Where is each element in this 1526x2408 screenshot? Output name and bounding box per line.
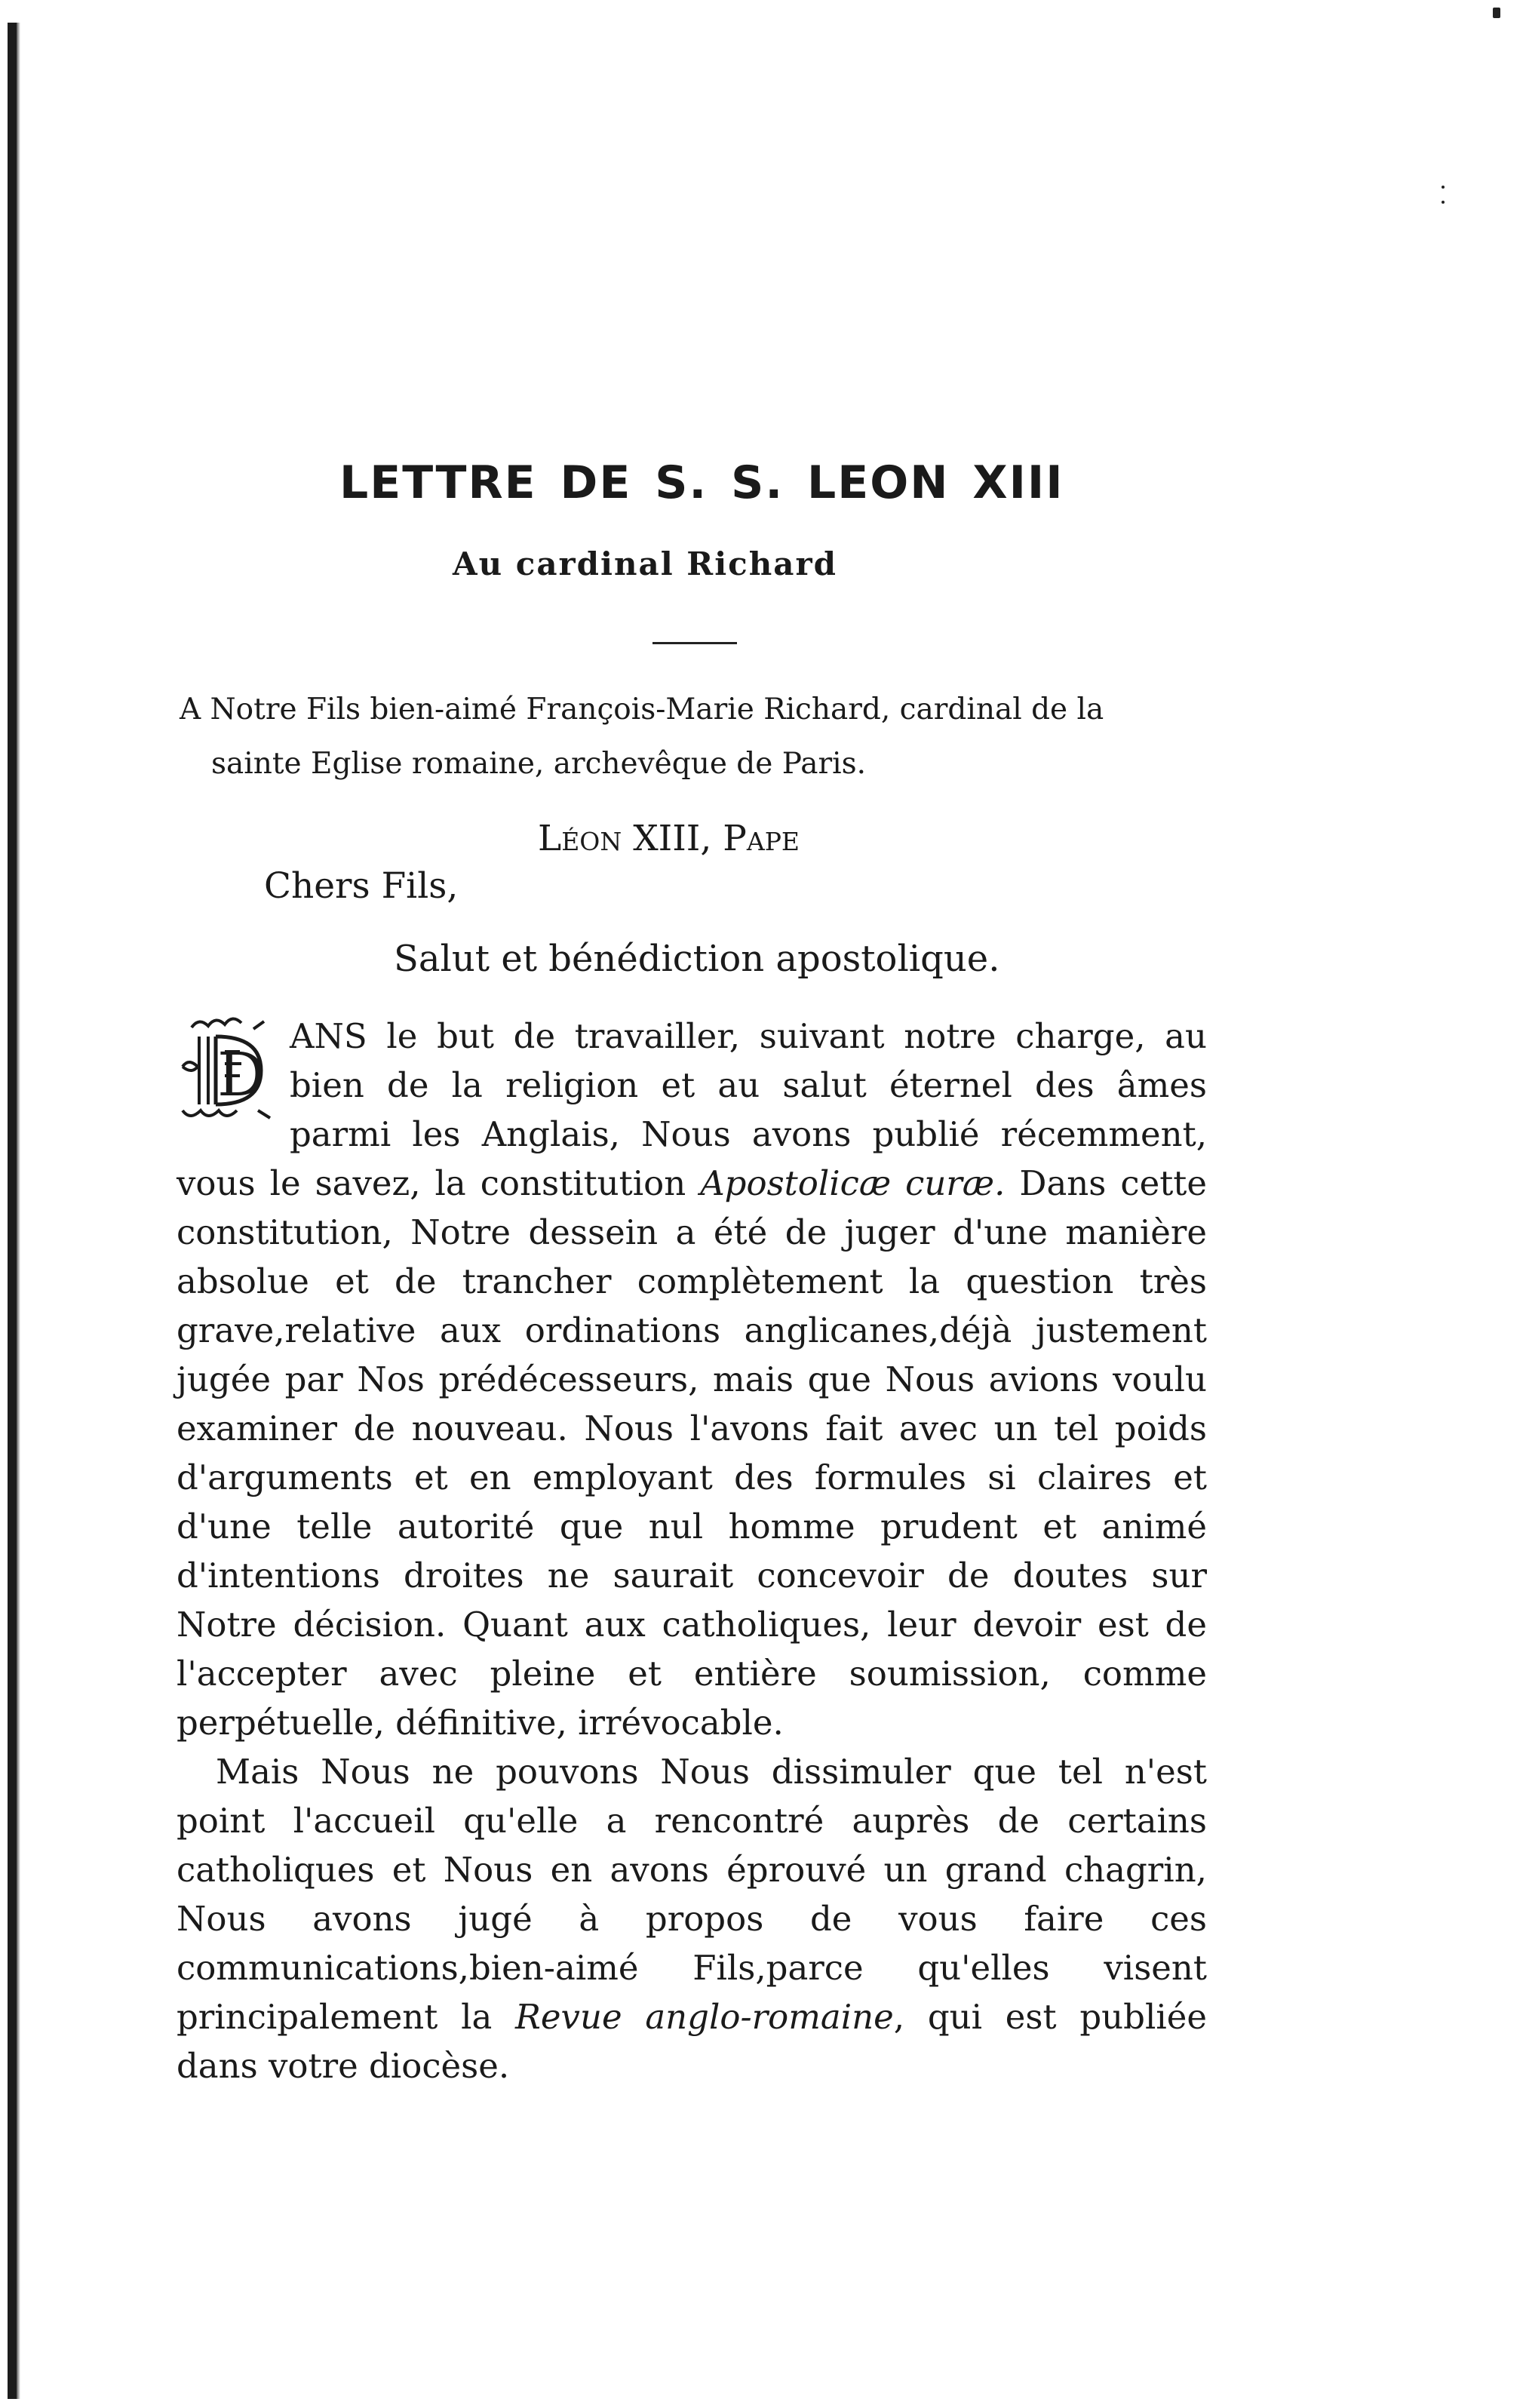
paragraph-1-opening: ANS le but de travailler, suivant notre charge, au bien de la religion et au salut éternel des âmes parmi les Anglais, Nous avons publié récemment, vous le savez, la constitution — [177, 1016, 1207, 1203]
letter-subtitle: Au cardinal Richard — [453, 545, 837, 582]
sender-title-initial: P — [723, 818, 747, 859]
scan-speck — [1442, 201, 1445, 204]
sender-numeral: XIII, — [633, 818, 712, 859]
paragraph-2-text: Mais Nous ne pouvons Nous dissimuler que tel n'est point l'accueil qu'elle a rencontré auprès de certains catholiques et Nous en avons éprouvé un grand chagrin, Nous avons jugé à propos de vous faire ces communications,bien-aimé Fils,parce qu'elles visent principalement la — [177, 1752, 1207, 2037]
page-binding-edge — [8, 23, 17, 2399]
salutation: Salut et bénédiction apostolique. — [394, 938, 1000, 980]
sender-name-rest: éon — [561, 818, 622, 859]
title-divider — [652, 642, 737, 644]
greeting: Chers Fils, — [264, 865, 459, 907]
address-line-2: sainte Eglise romaine, archevêque de Paris. — [211, 747, 867, 781]
paragraph-2-rest: , qui est publiée dans votre diocèse. — [177, 1997, 1207, 2086]
scan-speck — [1493, 8, 1500, 18]
paragraph-2 — [177, 1747, 1207, 2090]
sender-name-initial: L — [538, 818, 562, 859]
dropcap-letter: D — [217, 1040, 266, 1110]
paragraph-1 — [177, 1012, 1207, 1747]
letter-body — [177, 1012, 1207, 2090]
binding-shadow — [17, 23, 20, 2399]
address-line-1: A Notre Fils bien-aimé François-Marie Richard, cardinal de la — [180, 693, 1104, 726]
paragraph-1-rest: Dans cette constitution, Notre dessein a été de juger d'une manière absolue et de trancher complètement la question très grave,relative aux ordinations anglicanes,déjà justement jugée par Nos prédécesseurs, mais que Nous avions voulu examiner de nouveau. Nous l'avons fait avec un tel poids d'arguments et en employant des formules si claires et d'une telle autorité que nul homme prudent et animé d'intentions droites ne saurait concevoir de doutes sur Notre décision. Quant aux catholiques, leur devoir est de l'accepter avec pleine et entière soumission, comme perpétuelle, définitive, irrévocable. — [177, 1163, 1207, 1743]
revue-title: Revue anglo-romaine — [515, 1997, 894, 2037]
constitution-title: Apostolicæ curæ. — [700, 1163, 1006, 1203]
scan-speck — [1442, 186, 1445, 189]
letter-title: LETTRE DE S. S. LEON XIII — [339, 456, 1064, 509]
sender-title-rest: ape — [746, 818, 800, 859]
sender-signature — [538, 818, 800, 859]
